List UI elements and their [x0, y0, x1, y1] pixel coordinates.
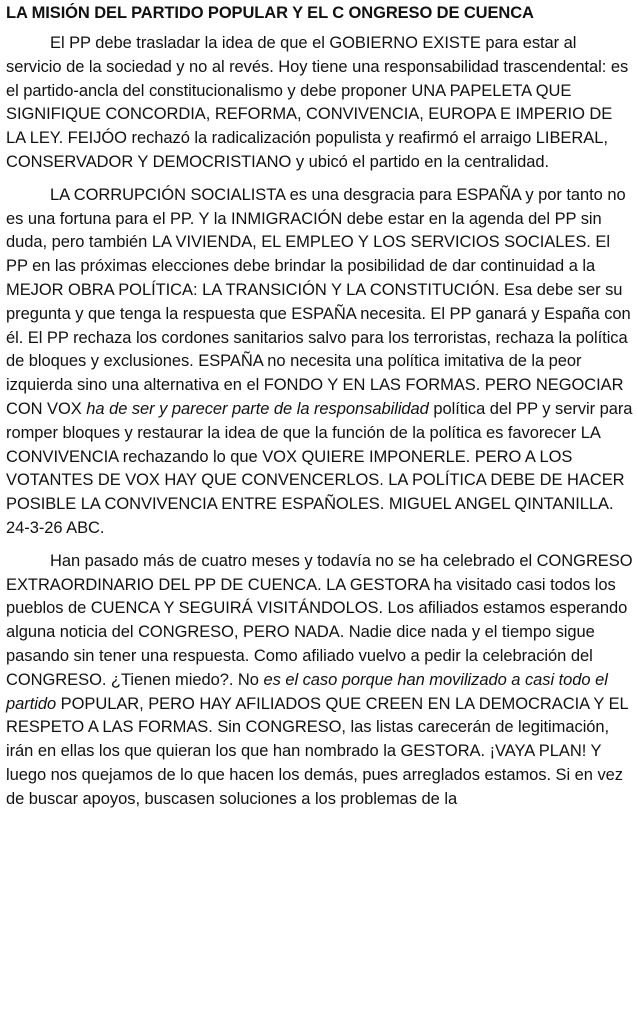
paragraph-1-text: El PP debe trasladar la idea de que el GOBIERNO EXISTE para estar al servicio de la sociedad y no al revés. Hoy tiene una responsabilidad trascendental: es el partido-ancla del constitucionalismo y debe proponer UNA PAPELETA QUE SIGNIFIQUE CONCORDIA, REFORMA, CONVIVENCIA, EUROPA E IMPERIO DE LA LEY. FEIJÓO rechazó la radicalización populista y reafirmó el arraigo LIBERAL, CONSERVADOR Y DEMOCRISTIANO y ubicó el partido en la centralidad.: [6, 34, 629, 171]
paragraph-1: [6, 32, 634, 175]
paragraph-2-italic-text: ha de ser y parecer parte de la responsabilidad: [86, 399, 429, 418]
paragraph-2: [6, 184, 634, 541]
paragraph-2-text-b: política del PP y servir para romper bloques y restaurar la idea de que la función de la política es favorecer LA CONVIVENCIA rechazando lo que VOX QUIERE IMPONERLE. PERO A LOS VOTANTES DE VOX HAY QUE CONVENCERLOS. LA POLÍTICA DEBE DE HACER POSIBLE LA CONVIVENCIA ENTRE ESPAÑOLES. MIGUEL ANGEL QINTANILLA. 24-3-26 ABC.: [6, 399, 633, 537]
paragraph-2-text-a: LA CORRUPCIÓN SOCIALISTA es una desgracia para ESPAÑA y por tanto no es una fortuna para el PP. Y la INMIGRACIÓN debe estar en la agenda del PP sin duda, pero también LA VIVIENDA, EL EMPLEO Y LOS SERVICIOS SOCIALES. El PP en las próximas elecciones debe brindar la posibilidad de dar continuidad a la MEJOR OBRA POLÍTICA: LA TRANSICIÓN Y LA CONSTITUCIÓN. Esa debe ser su pregunta y que tenga la respuesta que ESPAÑA necesita. El PP ganará y España con él. El PP rechaza los cordones sanitarios salvo para los terroristas, rechaza la política de bloques y exclusiones. ESPAÑA no necesita una política imitativa de la peor izquierda sino una alternativa en el FONDO Y EN LAS FORMAS. PERO NEGOCIAR CON VOX: [6, 185, 631, 418]
paragraph-3-text-b: POPULAR, PERO HAY AFILIADOS QUE CREEN EN LA DEMOCRACIA Y EL RESPETO A LAS FORMAS. Sin CONGRESO, las listas carecerán de legitimación, irán en ellas los que quieran los que han nombrado la GESTORA. ¡VAYA PLAN! Y luego nos quejamos de lo que hacen los demás, pues arreglados estamos. Si en vez de buscar apoyos, buscasen soluciones a los problemas de la: [6, 694, 629, 808]
paragraph-3: [6, 550, 634, 812]
paragraph-3-text-a: Han pasado más de cuatro meses y todavía no se ha celebrado el CONGRESO EXTRAORDINARIO DEL PP DE CUENCA. LA GESTORA ha visitado casi todos los pueblos de CUENCA Y SEGUIRÁ VISITÁNDOLOS. Los afiliados estamos esperando alguna noticia del CONGRESO, PERO NADA. Nadie dice nada y el tiempo sigue pasando sin tener una respuesta. Como afiliado vuelvo a pedir la celebración del CONGRESO. ¿Tienen miedo?. No: [6, 551, 633, 689]
paragraph-3-italic-text: es el caso porque han movilizado a casi todo el partido: [6, 670, 608, 713]
article-title: LA MISIÓN DEL PARTIDO POPULAR Y EL C ONGRESO DE CUENCA: [6, 4, 534, 22]
